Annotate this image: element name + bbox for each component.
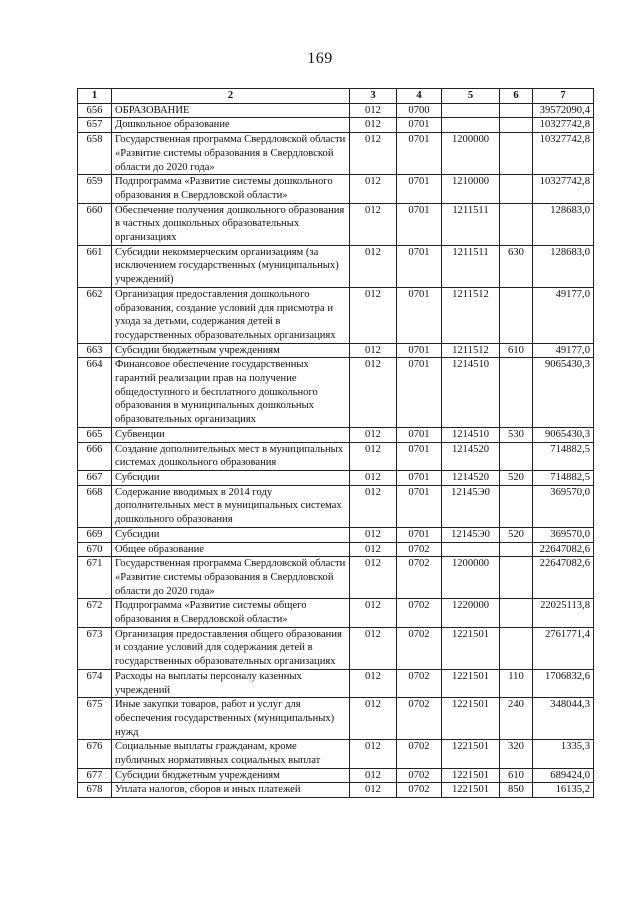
row-target-article: 1214510: [442, 427, 500, 442]
row-expense-type: [500, 358, 533, 428]
row-description: Дошкольное образование: [112, 118, 350, 133]
row-amount: 714882,5: [533, 470, 594, 485]
table-row: [78, 287, 594, 343]
row-number: 668: [78, 485, 112, 527]
row-expense-type: [500, 103, 533, 118]
row-section-code: 0701: [397, 203, 442, 245]
row-number: 666: [78, 442, 112, 470]
row-description: Финансовое обеспечение государственных гарантий реализации прав на получение общедоступного и бесплатного дошкольного образования в муниципальных дошкольных образовательных организациях: [112, 358, 350, 428]
row-target-article: [442, 103, 500, 118]
table-row: [78, 103, 594, 118]
row-number: 675: [78, 698, 112, 740]
table-row: [78, 358, 594, 428]
row-expense-type: [500, 599, 533, 627]
row-amount: 2761771,4: [533, 627, 594, 669]
row-ministry-code: 012: [350, 669, 397, 697]
row-amount: 9065430,3: [533, 427, 594, 442]
row-section-code: 0701: [397, 343, 442, 358]
table-body: [78, 103, 594, 797]
row-target-article: 1221501: [442, 740, 500, 768]
row-expense-type: 610: [500, 343, 533, 358]
row-section-code: 0700: [397, 103, 442, 118]
row-section-code: 0701: [397, 133, 442, 175]
row-expense-type: 520: [500, 470, 533, 485]
row-amount: 22647082,6: [533, 542, 594, 557]
row-section-code: 0702: [397, 557, 442, 599]
row-section-code: 0702: [397, 783, 442, 798]
row-amount: 16135,2: [533, 783, 594, 798]
row-ministry-code: 012: [350, 470, 397, 485]
table-row: [78, 175, 594, 203]
row-number: 662: [78, 287, 112, 343]
row-expense-type: 320: [500, 740, 533, 768]
row-target-article: 1221501: [442, 627, 500, 669]
row-section-code: 0701: [397, 442, 442, 470]
table-row: [78, 627, 594, 669]
row-section-code: 0701: [397, 287, 442, 343]
row-target-article: 1211511: [442, 245, 500, 287]
row-expense-type: 520: [500, 527, 533, 542]
row-number: 659: [78, 175, 112, 203]
table-row: [78, 245, 594, 287]
row-amount: 10327742,8: [533, 175, 594, 203]
row-target-article: 1221501: [442, 768, 500, 783]
table-row: [78, 542, 594, 557]
row-expense-type: [500, 627, 533, 669]
row-ministry-code: 012: [350, 118, 397, 133]
row-amount: 9065430,3: [533, 358, 594, 428]
row-amount: 369570,0: [533, 485, 594, 527]
row-expense-type: [500, 442, 533, 470]
table-row: [78, 599, 594, 627]
page-number: 169: [307, 50, 333, 67]
row-description: Субвенции: [112, 427, 350, 442]
row-ministry-code: 012: [350, 245, 397, 287]
row-target-article: 1221501: [442, 783, 500, 798]
row-number: 661: [78, 245, 112, 287]
row-target-article: 1211511: [442, 203, 500, 245]
row-number: 670: [78, 542, 112, 557]
row-expense-type: [500, 542, 533, 557]
row-number: 657: [78, 118, 112, 133]
row-expense-type: 630: [500, 245, 533, 287]
row-ministry-code: 012: [350, 740, 397, 768]
row-number: 660: [78, 203, 112, 245]
row-expense-type: 240: [500, 698, 533, 740]
table-row: [78, 768, 594, 783]
row-expense-type: 610: [500, 768, 533, 783]
table-row: [78, 203, 594, 245]
row-expense-type: [500, 557, 533, 599]
table-row: [78, 527, 594, 542]
row-target-article: 1211512: [442, 343, 500, 358]
row-ministry-code: 012: [350, 358, 397, 428]
row-ministry-code: 012: [350, 527, 397, 542]
row-ministry-code: 012: [350, 175, 397, 203]
row-ministry-code: 012: [350, 557, 397, 599]
budget-table: [77, 88, 594, 798]
row-amount: 689424,0: [533, 768, 594, 783]
table-header-row: [78, 89, 594, 104]
row-description: Субсидии: [112, 527, 350, 542]
row-ministry-code: 012: [350, 485, 397, 527]
row-expense-type: [500, 118, 533, 133]
row-number: 678: [78, 783, 112, 798]
row-amount: 1335,3: [533, 740, 594, 768]
row-number: 664: [78, 358, 112, 428]
row-target-article: 1214520: [442, 470, 500, 485]
table-row: [78, 442, 594, 470]
row-ministry-code: 012: [350, 599, 397, 627]
row-description: Общее образование: [112, 542, 350, 557]
row-section-code: 0701: [397, 427, 442, 442]
row-description: Уплата налогов, сборов и иных платежей: [112, 783, 350, 798]
row-expense-type: [500, 485, 533, 527]
row-description: Субсидии: [112, 470, 350, 485]
row-amount: 22647082,6: [533, 557, 594, 599]
row-ministry-code: 012: [350, 287, 397, 343]
row-description: Содержание вводимых в 2014 году дополнительных мест в муниципальных системах дошкольного образования: [112, 485, 350, 527]
column-header: 5: [442, 89, 500, 104]
row-number: 672: [78, 599, 112, 627]
row-description: Обеспечение получения дошкольного образования в частных дошкольных образовательных организациях: [112, 203, 350, 245]
row-section-code: 0702: [397, 599, 442, 627]
row-expense-type: [500, 133, 533, 175]
row-number: 667: [78, 470, 112, 485]
row-amount: 22025113,8: [533, 599, 594, 627]
row-ministry-code: 012: [350, 542, 397, 557]
row-description: Субсидии бюджетным учреждениям: [112, 768, 350, 783]
row-target-article: 1200000: [442, 133, 500, 175]
row-section-code: 0701: [397, 175, 442, 203]
row-target-article: 12145Э0: [442, 485, 500, 527]
column-header: 2: [112, 89, 350, 104]
row-number: 658: [78, 133, 112, 175]
row-description: Иные закупки товаров, работ и услуг для обеспечения государственных (муниципальных) нужд: [112, 698, 350, 740]
row-ministry-code: 012: [350, 203, 397, 245]
row-target-article: [442, 118, 500, 133]
row-amount: 10327742,8: [533, 133, 594, 175]
table-row: [78, 669, 594, 697]
row-expense-type: 850: [500, 783, 533, 798]
row-ministry-code: 012: [350, 133, 397, 175]
row-expense-type: [500, 287, 533, 343]
row-expense-type: [500, 175, 533, 203]
row-description: ОБРАЗОВАНИЕ: [112, 103, 350, 118]
row-description: Организация предоставления дошкольного образования, создание условий для присмотра и ухода за детьми, содержания детей в государственных образовательных организациях: [112, 287, 350, 343]
row-ministry-code: 012: [350, 343, 397, 358]
table-row: [78, 470, 594, 485]
row-number: 663: [78, 343, 112, 358]
row-amount: 10327742,8: [533, 118, 594, 133]
row-expense-type: 110: [500, 669, 533, 697]
row-section-code: 0701: [397, 358, 442, 428]
row-description: Подпрограмма «Развитие системы общего образования в Свердловской области»: [112, 599, 350, 627]
row-section-code: 0702: [397, 740, 442, 768]
table-row: [78, 557, 594, 599]
row-description: Расходы на выплаты персоналу казенных учреждений: [112, 669, 350, 697]
table-row: [78, 343, 594, 358]
row-amount: 128683,0: [533, 203, 594, 245]
row-ministry-code: 012: [350, 698, 397, 740]
row-number: 673: [78, 627, 112, 669]
column-header: 4: [397, 89, 442, 104]
row-section-code: 0701: [397, 470, 442, 485]
row-expense-type: [500, 203, 533, 245]
column-header: 6: [500, 89, 533, 104]
table-row: [78, 740, 594, 768]
row-section-code: 0702: [397, 627, 442, 669]
row-target-article: 12145Э0: [442, 527, 500, 542]
row-section-code: 0701: [397, 118, 442, 133]
row-number: 669: [78, 527, 112, 542]
table-row: [78, 133, 594, 175]
row-target-article: 1200000: [442, 557, 500, 599]
row-target-article: 1210000: [442, 175, 500, 203]
row-description: Создание дополнительных мест в муниципальных системах дошкольного образования: [112, 442, 350, 470]
row-section-code: 0702: [397, 669, 442, 697]
row-amount: 369570,0: [533, 527, 594, 542]
row-target-article: [442, 542, 500, 557]
table-row: [78, 485, 594, 527]
row-amount: 1706832,6: [533, 669, 594, 697]
table-row: [78, 118, 594, 133]
row-number: 676: [78, 740, 112, 768]
row-target-article: 1211512: [442, 287, 500, 343]
row-ministry-code: 012: [350, 783, 397, 798]
table-row: [78, 427, 594, 442]
row-description: Государственная программа Свердловской области «Развитие системы образования в Свердловской области до 2020 года»: [112, 557, 350, 599]
row-target-article: 1221501: [442, 669, 500, 697]
row-section-code: 0701: [397, 485, 442, 527]
row-target-article: 1221501: [442, 698, 500, 740]
row-number: 671: [78, 557, 112, 599]
row-description: Социальные выплаты гражданам, кроме публичных нормативных социальных выплат: [112, 740, 350, 768]
row-amount: 49177,0: [533, 343, 594, 358]
row-number: 677: [78, 768, 112, 783]
row-description: Субсидии бюджетным учреждениям: [112, 343, 350, 358]
row-ministry-code: 012: [350, 627, 397, 669]
row-amount: 128683,0: [533, 245, 594, 287]
row-number: 665: [78, 427, 112, 442]
row-section-code: 0701: [397, 245, 442, 287]
row-target-article: 1214520: [442, 442, 500, 470]
row-description: Организация предоставления общего образования и создание условий для содержания детей в государственных образовательных организациях: [112, 627, 350, 669]
row-description: Государственная программа Свердловской области «Развитие системы образования в Свердловской области до 2020 года»: [112, 133, 350, 175]
column-header: 3: [350, 89, 397, 104]
row-number: 674: [78, 669, 112, 697]
row-section-code: 0702: [397, 768, 442, 783]
row-section-code: 0702: [397, 542, 442, 557]
table-row: [78, 698, 594, 740]
column-header: 1: [78, 89, 112, 104]
column-header: 7: [533, 89, 594, 104]
row-description: Подпрограмма «Развитие системы дошкольного образования в Свердловской области»: [112, 175, 350, 203]
row-amount: 714882,5: [533, 442, 594, 470]
row-section-code: 0702: [397, 698, 442, 740]
row-ministry-code: 012: [350, 442, 397, 470]
row-section-code: 0701: [397, 527, 442, 542]
row-ministry-code: 012: [350, 427, 397, 442]
row-amount: 348044,3: [533, 698, 594, 740]
row-target-article: 1214510: [442, 358, 500, 428]
row-amount: 49177,0: [533, 287, 594, 343]
row-number: 656: [78, 103, 112, 118]
row-description: Субсидии некоммерческим организациям (за исключением государственных (муниципальных) учреждений): [112, 245, 350, 287]
row-amount: 39572090,4: [533, 103, 594, 118]
row-ministry-code: 012: [350, 103, 397, 118]
row-ministry-code: 012: [350, 768, 397, 783]
row-expense-type: 530: [500, 427, 533, 442]
table-row: [78, 783, 594, 798]
row-target-article: 1220000: [442, 599, 500, 627]
